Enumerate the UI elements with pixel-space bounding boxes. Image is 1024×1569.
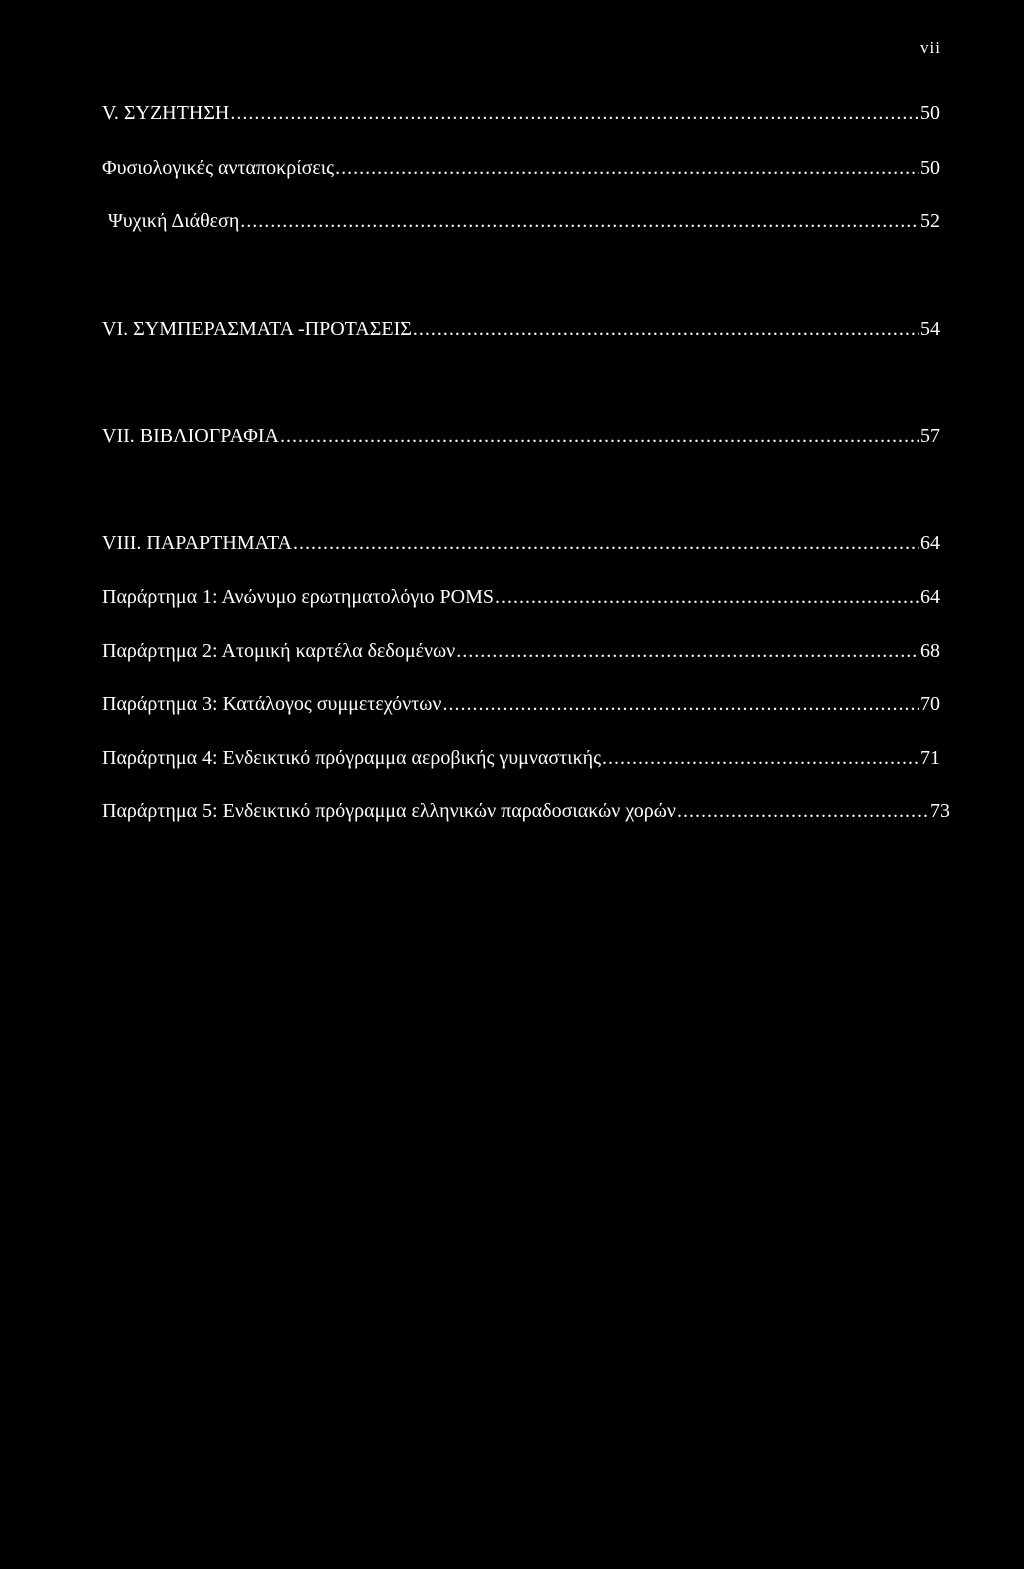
toc-dot-leader	[413, 316, 919, 342]
toc-dot-leader	[677, 798, 929, 824]
toc-dot-leader	[293, 530, 919, 556]
toc-entry-title: Φυσιολογικές ανταποκρίσεις	[102, 157, 335, 179]
toc-dot-leader	[280, 423, 919, 449]
toc-entry	[102, 530, 940, 556]
toc-dot-leader	[442, 691, 919, 717]
toc-entry-page: 71	[920, 747, 940, 769]
toc-entry	[102, 100, 940, 126]
toc-entry-title: VII. ΒΙΒΛΙΟΓΡΑΦΙΑ	[102, 425, 279, 447]
toc-dot-leader	[230, 100, 919, 126]
toc-dot-leader	[495, 584, 919, 610]
toc-entry-title: Παράρτημα 2: Ατομική καρτέλα δεδομένων	[102, 640, 456, 662]
toc-entry-title: VI. ΣΥΜΠΕΡΑΣΜΑΤΑ -ΠΡΟΤΑΣΕΙΣ	[102, 318, 412, 340]
toc-entry-page: 64	[920, 532, 940, 554]
toc-dot-leader	[456, 638, 919, 664]
toc-entry	[102, 584, 940, 610]
toc-entry-page: 73	[930, 800, 950, 822]
toc-entry-title: V. ΣΥΖΗΤΗΣΗ	[102, 102, 230, 124]
toc-entry-page: 50	[920, 102, 940, 124]
toc-entry	[102, 155, 940, 181]
toc-entry-title: Παράρτημα 4: Ενδεικτικό πρόγραμμα αεροβικής γυμναστικής	[102, 747, 602, 769]
toc-entry-page: 70	[920, 693, 940, 715]
toc-entry-page: 54	[920, 318, 940, 340]
toc-entry-page: 50	[920, 157, 940, 179]
toc-entry	[102, 798, 950, 824]
toc-dot-leader	[602, 745, 919, 771]
toc-dot-leader	[335, 155, 919, 181]
toc-entry-title: VIII. ΠΑΡΑΡΤΗΜΑΤΑ	[102, 532, 292, 554]
toc-entry	[102, 423, 940, 449]
toc-entry-title: Ψυχική Διάθεση	[108, 210, 240, 232]
toc-dot-leader	[240, 208, 919, 234]
page-number: vii	[920, 38, 941, 57]
toc-entry	[108, 208, 940, 234]
toc-entry-page: 68	[920, 640, 940, 662]
toc-entry-title: Παράρτημα 5: Ενδεικτικό πρόγραμμα ελληνικών παραδοσιακών χορών	[102, 800, 676, 822]
toc-entry	[102, 316, 940, 342]
toc-entry-page: 64	[920, 586, 940, 608]
toc-entry	[102, 745, 940, 771]
toc-entry-page: 57	[920, 425, 940, 447]
toc-entry-title: Παράρτημα 1: Ανώνυμο ερωτηματολόγιο POMS	[102, 586, 495, 608]
toc-entry-title: Παράρτημα 3: Κατάλογος συμμετεχόντων	[102, 693, 442, 715]
toc-entry	[102, 638, 940, 664]
toc-entry	[102, 691, 940, 717]
toc-entry-page: 52	[920, 210, 940, 232]
